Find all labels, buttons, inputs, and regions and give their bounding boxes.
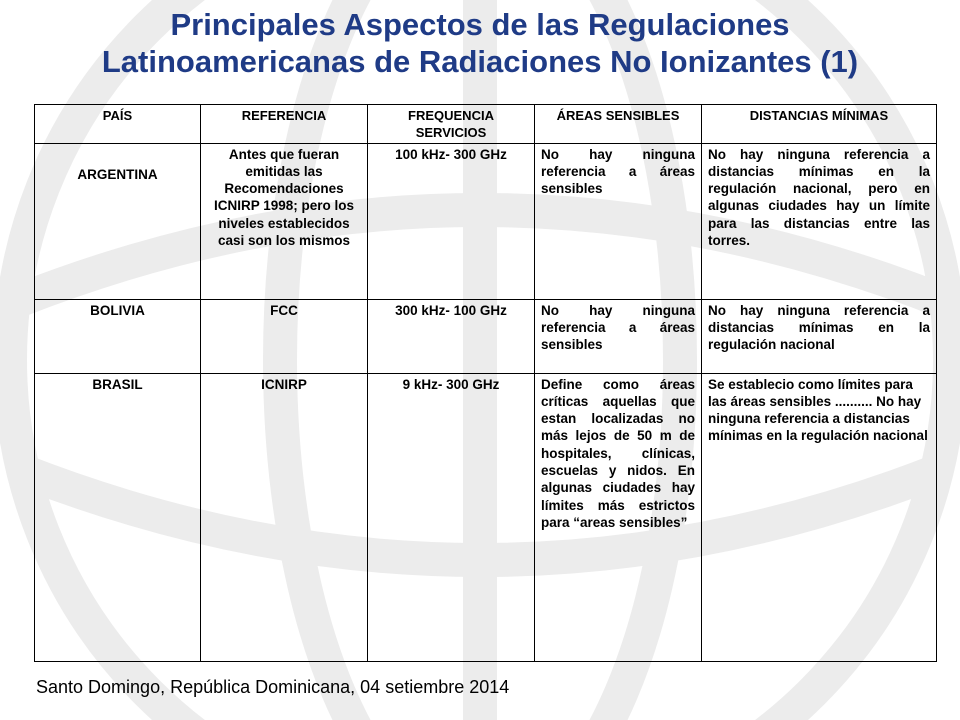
cell-referencia: Antes que fueran emitidas las Recomendaciones ICNIRP 1998; pero los niveles establecidos casi son los mismos [201,143,368,299]
cell-pais: ARGENTINA [35,143,201,299]
header-pais: PAÍS [35,105,201,144]
cell-distancias: Se establecio como límites para las áreas sensibles .......... No hay ninguna referencia a distancias mínimas en la regulación nacional [702,373,937,661]
table-row [35,373,937,661]
table-header-row [35,105,937,144]
table-row [35,143,937,299]
cell-frecuencia: 9 kHz- 300 GHz [368,373,535,661]
cell-distancias: No hay ninguna referencia a distancias mínimas en la regulación nacional [702,299,937,373]
header-areas: ÁREAS SENSIBLES [535,105,702,144]
header-frecuencia: FREQUENCIA SERVICIOS [368,105,535,144]
slide-title [0,6,960,80]
cell-areas: No hay ninguna referencia a áreas sensibles [535,299,702,373]
table-row [35,299,937,373]
cell-pais: BRASIL [35,373,201,661]
cell-pais: BOLIVIA [35,299,201,373]
cell-areas: Define como áreas críticas aquellas que estan localizadas no más lejos de 50 m de hospitales, clínicas, escuelas y nidos. En algunas ciudades hay límites más estrictos para “areas sensibles” [535,373,702,661]
cell-frecuencia: 300 kHz- 100 GHz [368,299,535,373]
footer-location-date: Santo Domingo, República Dominicana, 04 setiembre 2014 [36,677,510,697]
cell-areas: No hay ninguna referencia a áreas sensibles [535,143,702,299]
cell-referencia: ICNIRP [201,373,368,661]
cell-frecuencia: 100 kHz- 300 GHz [368,143,535,299]
cell-distancias: No hay ninguna referencia a distancias mínimas en la regulación nacional, pero en algunas ciudades hay un límite para las distancias entre las torres. [702,143,937,299]
header-distancias: DISTANCIAS MÍNIMAS [702,105,937,144]
regulations-table [34,104,937,662]
slide-title-line-2: Latinoamericanas de Radiaciones No Ionizantes (1) [101,44,859,79]
header-referencia: REFERENCIA [201,105,368,144]
slide-title-line-1: Principales Aspectos de las Regulaciones [170,7,790,42]
cell-referencia: FCC [201,299,368,373]
